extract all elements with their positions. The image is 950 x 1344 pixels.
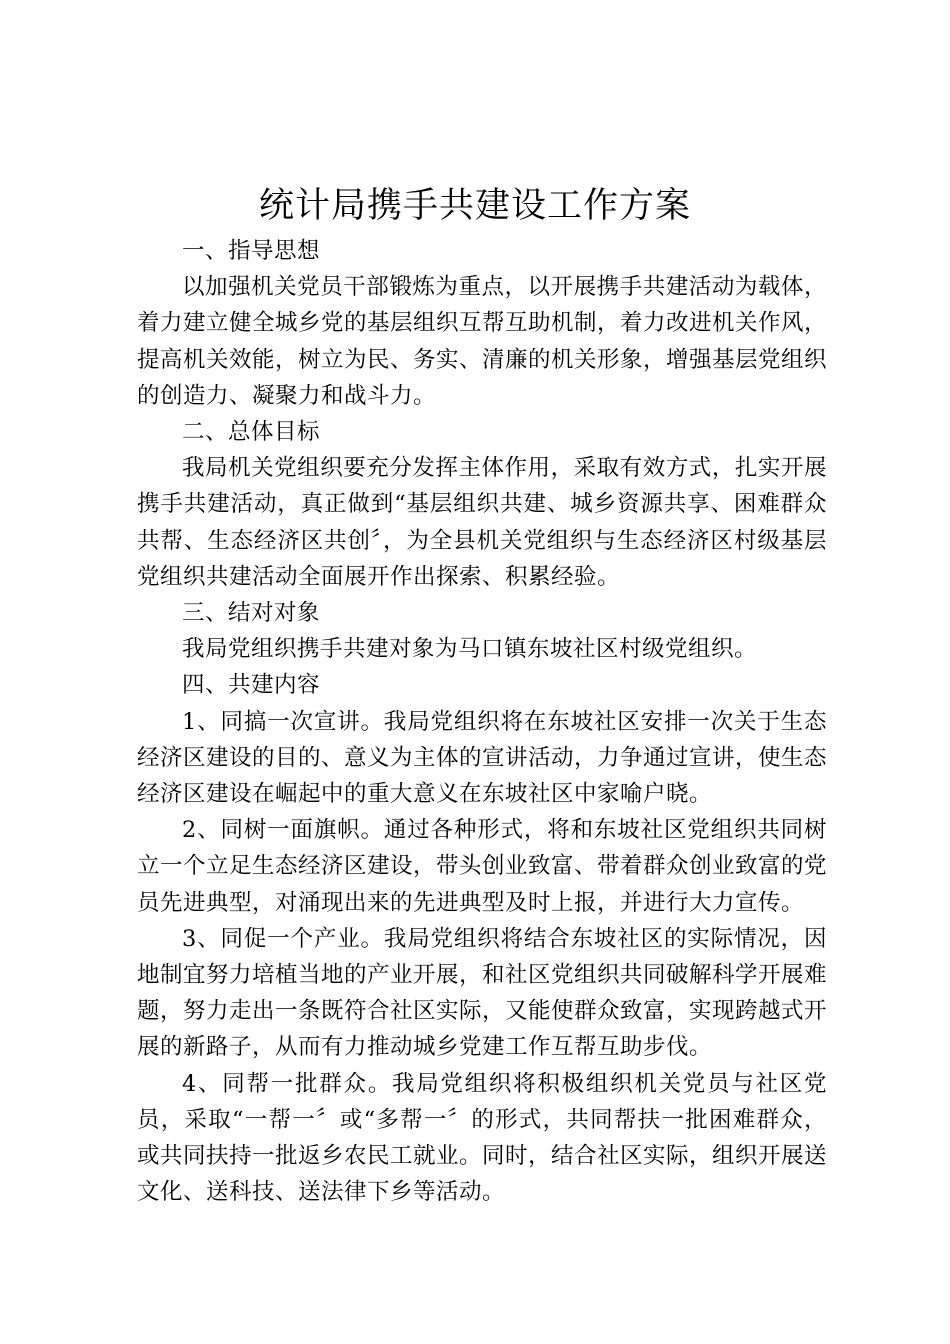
paragraph-pairing-target: 我局党组织携手共建对象为马口镇东坡社区村级党组织。 xyxy=(182,636,758,663)
section-heading-overall-goal: 二、总体目标 xyxy=(182,419,321,446)
paragraph-item-4: 4、同帮一批群众。我局党组织将积极组织机关党员与社区党员，采取“一帮一〞或“多帮一〞的形式，共同帮扶一批困难群众，或共同扶持一批返乡农民工就业。同时，结合社区实际，组织开展送文化、送科技、送法律下乡等活动。 xyxy=(137,1070,828,1206)
document-title: 统计局携手共建设工作方案 xyxy=(258,186,691,226)
paragraph-item-1: 1、同搞一次宣讲。我局党组织将在东坡社区安排一次关于生态经济区建设的目的、意义为主体的宣讲活动，力争通过宣讲，使生态经济区建设在崛起中的重大意义在东坡社区中家喻户晓。 xyxy=(137,708,828,808)
section-heading-pairing-target: 三、结对对象 xyxy=(182,600,321,627)
section-heading-joint-content: 四、共建内容 xyxy=(182,672,321,699)
paragraph-item-3: 3、同促一个产业。我局党组织将结合东坡社区的实际情况，因地制宜努力培植当地的产业开展，和社区党组织共同破解科学开展难题，努力走出一条既符合社区实际，又能使群众致富，实现跨越式开展的新路子，从而有力推动城乡党建工作互帮互助步伐。 xyxy=(137,925,828,1061)
paragraph-guiding-ideology: 以加强机关党员干部锻炼为重点，以开展携手共建活动为载体，着力建立健全城乡党的基层组织互帮互助机制，着力改进机关作风，提高机关效能，树立为民、务实、清廉的机关形象，增强基层党组织的创造力、凝聚力和战斗力。 xyxy=(137,274,828,409)
document-body xyxy=(137,233,827,1210)
paragraph-item-2: 2、同树一面旗帜。通过各种形式，将和东坡社区党组织共同树立一个立足生态经济区建设，带头创业致富、带着群众创业致富的党员先进典型，对涌现出来的先进典型及时上报，并进行大力宣传。 xyxy=(137,817,828,916)
section-heading-guiding-ideology: 一、指导思想 xyxy=(182,238,321,264)
paragraph-overall-goal: 我局机关党组织要充分发挥主体作用，采取有效方式，扎实开展携手共建活动，真正做到“基层组织共建、城乡资源共享、困难群众共帮、生态经济区共创〞，为全县机关党组织与生态经济区村级基层党组织共建活动全面展开作出探索、积累经验。 xyxy=(137,455,827,590)
